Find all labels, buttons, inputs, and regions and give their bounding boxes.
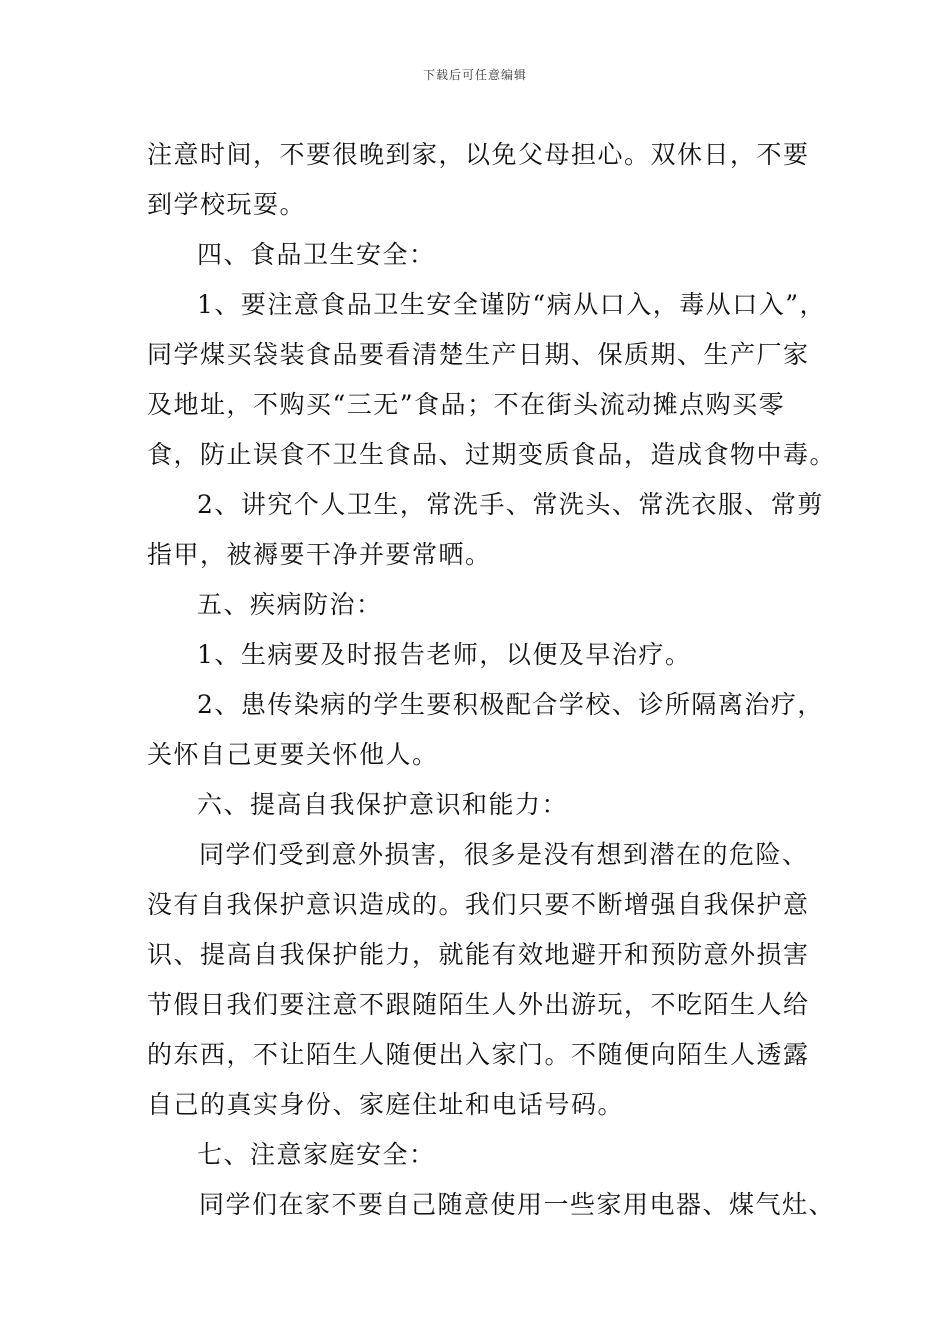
document-body: [147, 130, 837, 1230]
header-note: 下载后可任意编辑: [422, 68, 527, 82]
text-line: 1、要注意食品卫生安全谨防“病从口入，毒从口入”，: [197, 290, 826, 319]
section-heading-home-safety: 七、注意家庭安全：: [197, 1140, 436, 1169]
text-line: 自己的真实身份、家庭住址和电话号码。: [147, 1090, 625, 1119]
section-heading-disease-prevention: 五、疾病防治：: [197, 590, 383, 619]
text-line: 及地址，不购买“三无”食品；不在街头流动摊点购买零: [147, 390, 786, 419]
text-line: 同学们受到意外损害，很多是没有想到潜在的危险、: [199, 840, 809, 869]
text-line: 节假日我们要注意不跟随陌生人外出游玩，不吃陌生人给: [147, 990, 810, 1019]
text-line: 识、提高自我保护能力，就能有效地避开和预防意外损害: [147, 940, 810, 969]
text-line: 同学煤买袋装食品要看清楚生产日期、保质期、生产厂家: [147, 340, 810, 369]
section-heading-self-protection: 六、提高自我保护意识和能力：: [197, 790, 569, 819]
text-line: 食，防止误食不卫生食品、过期变质食品，造成食物中毒。: [147, 440, 837, 469]
text-line: 指甲，被褥要干净并要常晒。: [147, 540, 492, 569]
text-line: 到学校玩耍。: [147, 190, 307, 219]
text-line: 2、患传染病的学生要积极配合学校、诊所隔离治疗，: [197, 690, 824, 719]
text-line: 注意时间，不要很晚到家，以免父母担心。双休日，不要: [147, 140, 810, 169]
text-line: 1、生病要及时报告老师，以便及早治疗。: [197, 640, 692, 669]
text-line: 关怀自己更要关怀他人。: [147, 740, 439, 769]
text-line: 同学们在家不要自己随意使用一些家用电器、煤气灶、: [199, 1190, 836, 1219]
text-line: 的东西，不让陌生人随便出入家门。不随便向陌生人透露: [147, 1040, 810, 1069]
section-heading-food-safety: 四、食品卫生安全：: [197, 240, 436, 269]
text-line: 没有自我保护意识造成的。我们只要不断增强自我保护意: [147, 890, 810, 919]
text-line: 2、讲究个人卫生，常洗手、常洗头、常洗衣服、常剪: [197, 490, 824, 519]
